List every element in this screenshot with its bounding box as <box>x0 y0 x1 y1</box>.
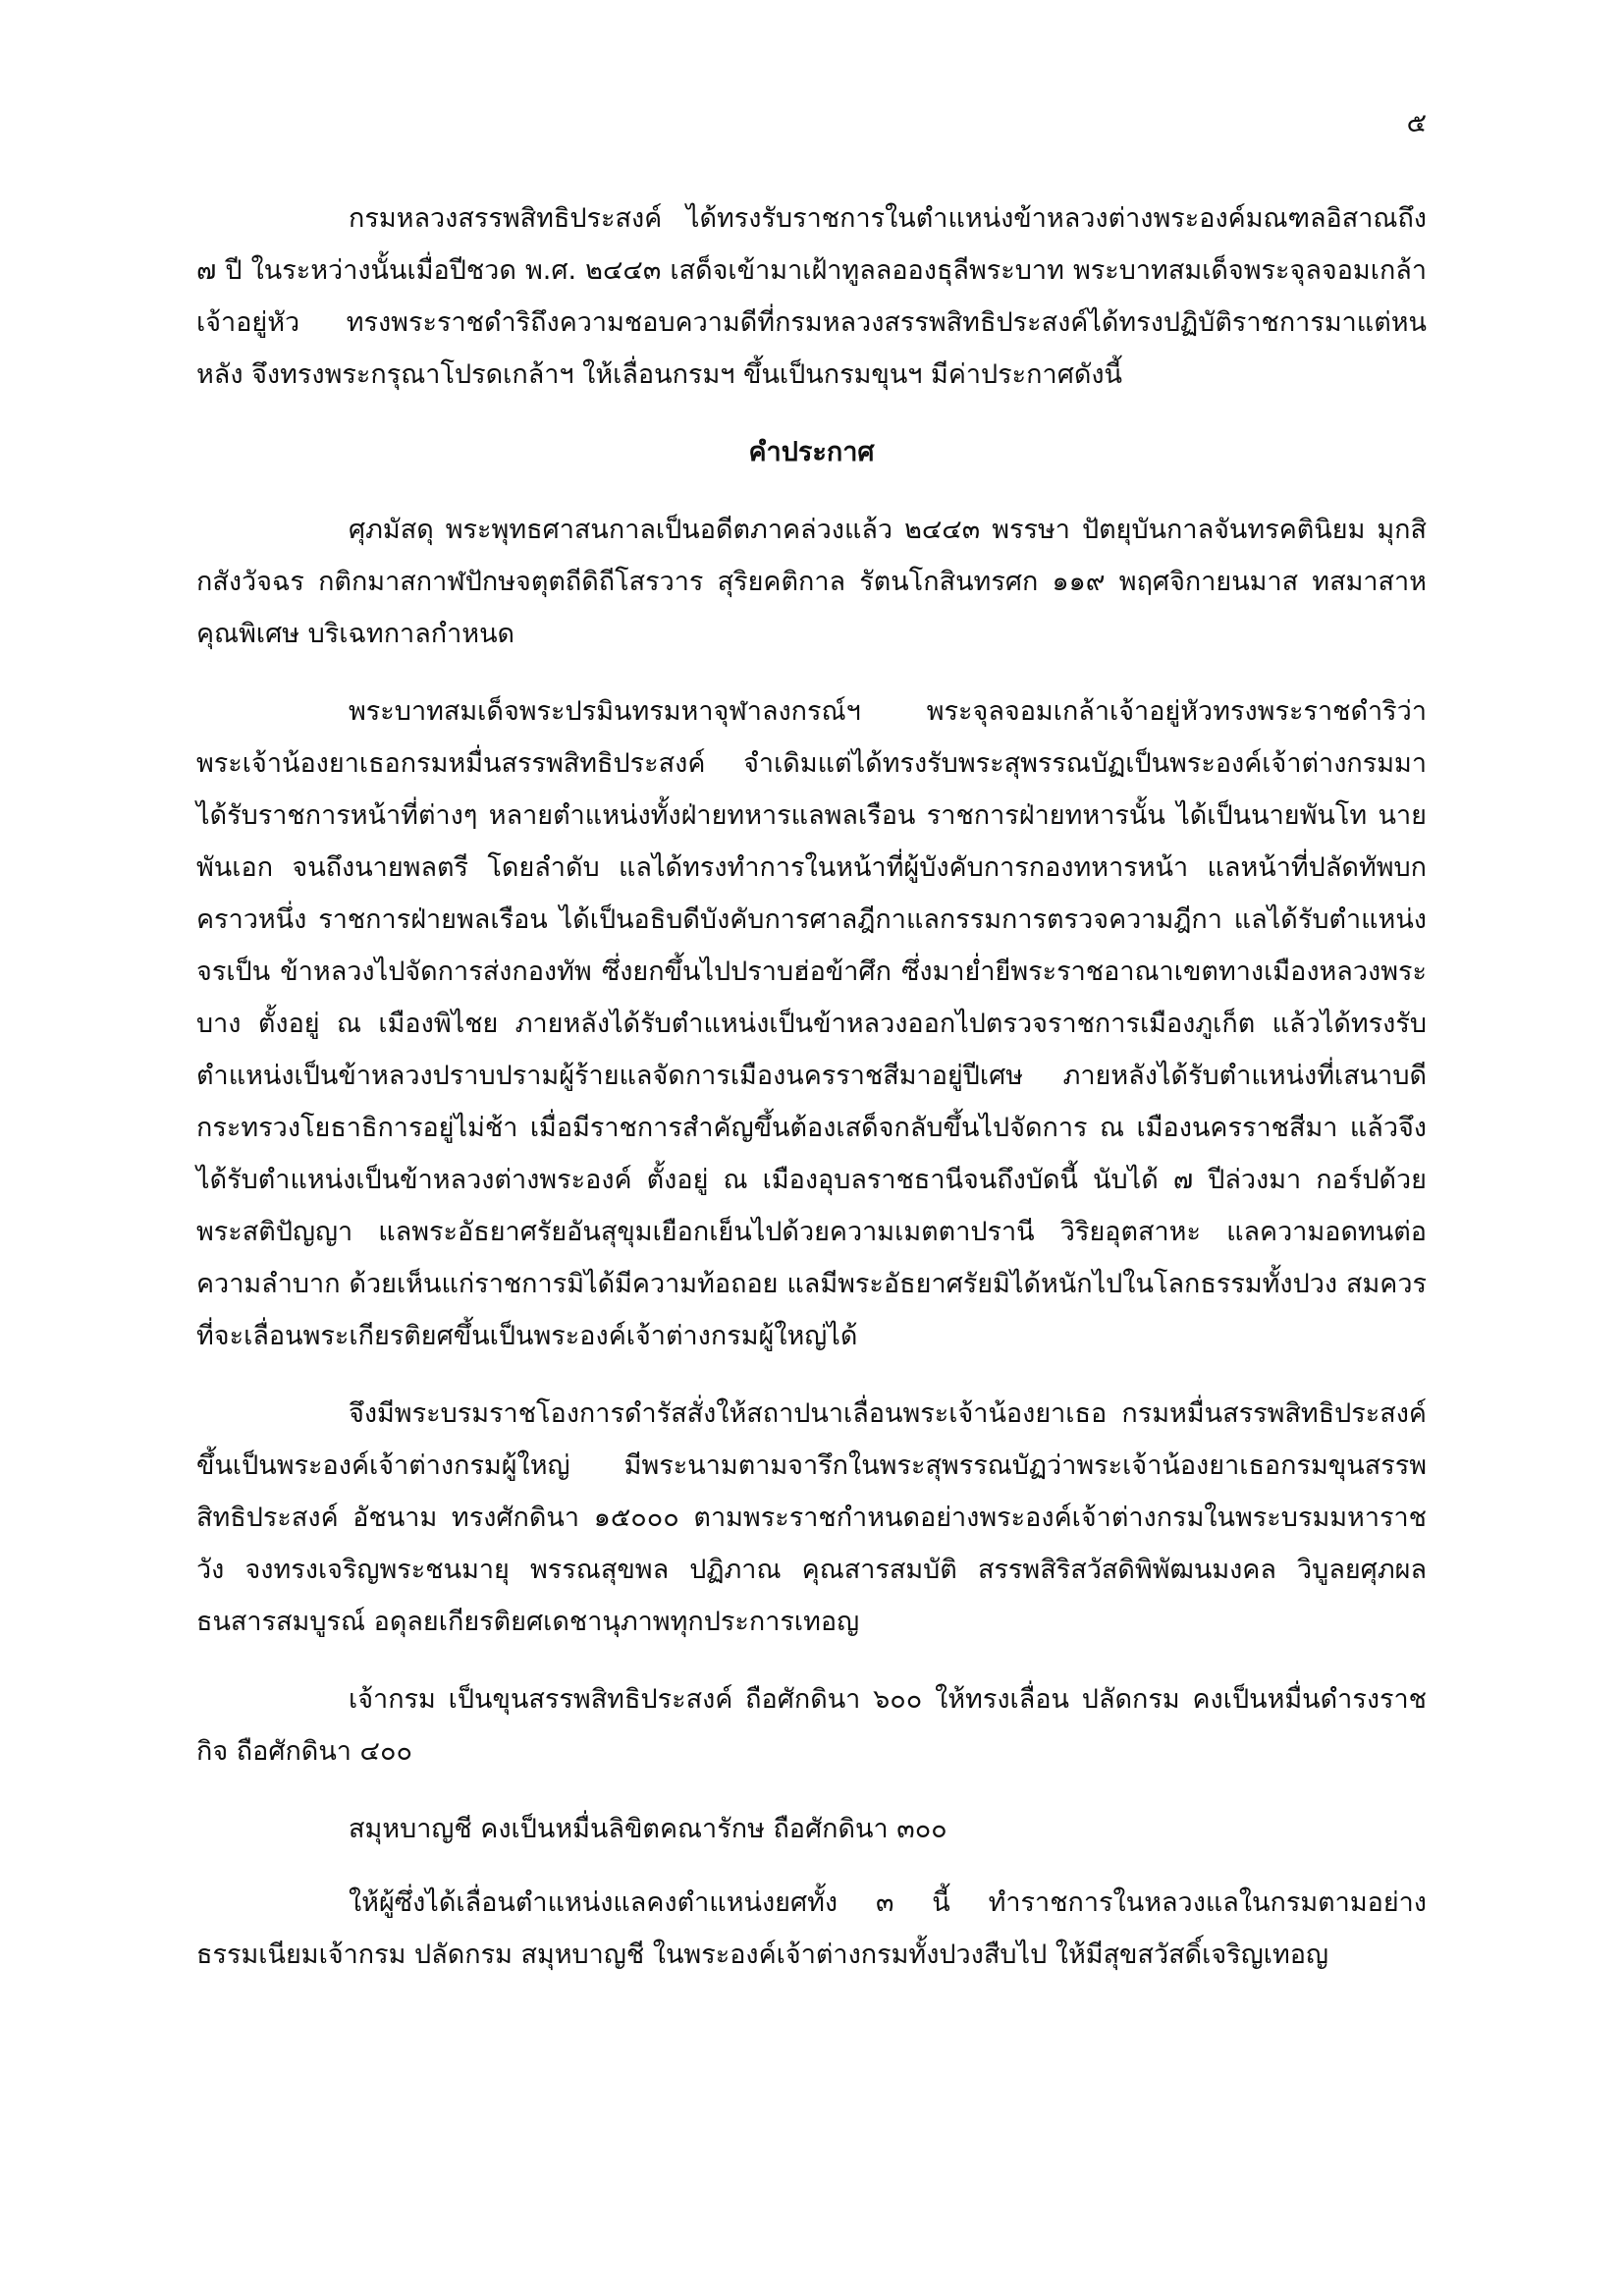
paragraph-chao-krom: เจ้ากรม เป็นขุนสรรพสิทธิประสงค์ ถือศักดินา ๖๐๐ ให้ทรงเลื่อน ปลัดกรม คงเป็นหมื่นดำรงราชกิจ ถือศักดินา ๔๐๐ <box>196 1684 1427 1767</box>
paragraph-samuha-banchi: สมุหบาญชี คงเป็นหมื่นลิขิตคณารักษ ถือศักดินา ๓๐๐ <box>349 1814 947 1844</box>
paragraph-intro: กรมหลวงสรรพสิทธิประสงค์ ได้ทรงรับราชการในตำแหน่งข้าหลวงต่างพระองค์มณฑลอิสาณถึง ๗ ปี ในระหว่างนั้นเมื่อปีชวด พ.ศ. ๒๔๔๓ เสด็จเข้ามาเฝ้าทูลลอองธุลีพระบาท พระบาทสมเด็จพระจุลจอมเกล้าเจ้าอยู่หัว ทรงพระราชดำริถึงความชอบความดีที่กรมหลวงสรรพสิทธิประสงค์ได้ทรงปฏิบัติราชการมาแต่หนหลัง จึงทรงพระกรุณาโปรดเกล้าฯ ให้เลื่อนกรมฯ ขึ้นเป็นกรมขุนฯ มีค่าประกาศดังนี้ <box>196 203 1427 390</box>
section-heading: คำประกาศ <box>748 437 875 467</box>
paragraph-date: ศุภมัสดุ พระพุทธศาสนกาลเป็นอดีตภาคล่วงแล้ว ๒๔๔๓ พรรษา ปัตยุบันกาลจันทรคตินิยม มุกสิกสังวัจฉร กติกมาสกาฬปักษจตุตถีดิถีโสรวาร สุริยคติกาล รัตนโกสินทรศก ๑๑๙ พฤศจิกายนมาส ทสมาสาหคุณพิเศษ บริเฉทกาลกำหนด <box>196 515 1427 649</box>
document-body <box>196 192 1427 2006</box>
paragraph-service-record: พระบาทสมเด็จพระปรมินทรมหาจุฬาลงกรณ์ฯ พระจุลจอมเกล้าเจ้าอยู่หัวทรงพระราชดำริว่า พระเจ้าน้องยาเธอกรมหมื่นสรรพสิทธิประสงค์ จำเดิมแต่ได้ทรงรับพระสุพรรณบัฏเป็นพระองค์เจ้าต่างกรมมา ได้รับราชการหน้าที่ต่างๆ หลายตำแหน่งทั้งฝ่ายทหารแลพลเรือน ราชการฝ่ายทหารนั้น ได้เป็นนายพันโท นายพันเอก จนถึงนายพลตรี โดยลำดับ แลได้ทรงทำการในหน้าที่ผู้บังคับการกองทหารหน้า แลหน้าที่ปลัดทัพบกคราวหนึ่ง ราชการฝ่ายพลเรือน ได้เป็นอธิบดีบังคับการศาลฎีกาแลกรรมการตรวจความฎีกา แลได้รับตำแหน่งจรเป็น ข้าหลวงไปจัดการส่งกองทัพ ซึ่งยกขึ้นไปปราบฮ่อข้าศึก ซึ่งมาย่ำยีพระราชอาณาเขตทางเมืองหลวงพระบาง ตั้งอยู่ ณ เมืองพิไชย ภายหลังได้รับตำแหน่งเป็นข้าหลวงออกไปตรวจราชการเมืองภูเก็ต แล้วได้ทรงรับตำแหน่งเป็นข้าหลวงปราบปรามผู้ร้ายแลจัดการเมืองนครราชสีมาอยู่ปีเศษ ภายหลังได้รับตำแหน่งที่เสนาบดีกระทรวงโยธาธิการอยู่ไม่ช้า เมื่อมีราชการสำคัญขึ้นต้องเสด็จกลับขึ้นไปจัดการ ณ เมืองนครราชสีมา แล้วจึงได้รับตำแหน่งเป็นข้าหลวงต่างพระองค์ ตั้งอยู่ ณ เมืองอุบลราชธานีจนถึงบัดนี้ นับได้ ๗ ปีล่วงมา กอร์ปด้วยพระสติปัญญา แลพระอัธยาศรัยอันสุขุมเยือกเย็นไปด้วยความเมตตาปรานี วิริยอุตสาหะ แลความอดทนต่อความลำบาก ด้วยเห็นแก่ราชการมิได้มีความท้อถอย แลมีพระอัธยาศรัยมิได้หนักไปในโลกธรรมทั้งปวง สมควรที่จะเลื่อนพระเกียรติยศขึ้นเป็นพระองค์เจ้าต่างกรมผู้ใหญ่ได้ <box>196 696 1427 1351</box>
page-number: ๕ <box>1406 108 1427 138</box>
paragraph-royal-command: จึงมีพระบรมราชโองการดำรัสสั่งให้สถาปนาเลื่อนพระเจ้าน้องยาเธอ กรมหมื่นสรรพสิทธิประสงค์ ขึ้นเป็นพระองค์เจ้าต่างกรมผู้ใหญ่ มีพระนามตามจารึกในพระสุพรรณบัฏว่าพระเจ้าน้องยาเธอกรมขุนสรรพสิทธิประสงค์ อัชนาม ทรงศักดินา ๑๕๐๐๐ ตามพระราชกำหนดอย่างพระองค์เจ้าต่างกรมในพระบรมมหาราชวัง จงทรงเจริญพระชนมายุ พรรณสุขพล ปฏิภาณ คุณสารสมบัติ สรรพสิริสวัสดิพิพัฒนมงคล วิบูลยศุภผล ธนสารสมบูรณ์ อดุลยเกียรติยศเดชานุภาพทุกประการเทอญ <box>196 1398 1427 1637</box>
paragraph-closing: ให้ผู้ซึ่งได้เลื่อนตำแหน่งแลคงตำแหน่งยศทั้ง ๓ นี้ ทำราชการในหลวงแลในกรมตามอย่างธรรมเนียมเจ้ากรม ปลัดกรม สมุหบาญชี ในพระองค์เจ้าต่างกรมทั้งปวงสืบไป ให้มีสุขสวัสดิ์เจริญเทอญ <box>196 1887 1427 1970</box>
